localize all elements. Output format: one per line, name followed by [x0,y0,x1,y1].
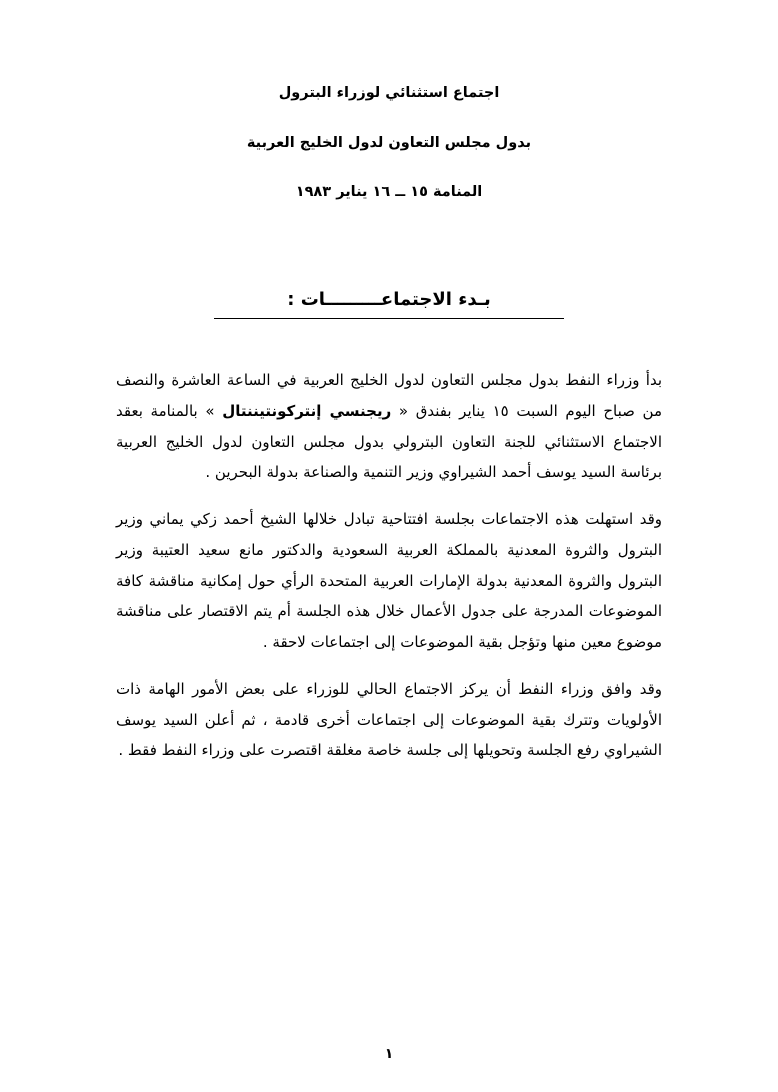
section-heading-text: بـدء الاجتماعـــــــــات : [287,288,491,310]
paragraph-3: وقد وافق وزراء النفط أن يركز الاجتماع الحالي للوزراء على بعض الأمور الهامة ذات الأولويات وتترك بقية الموضوعات إلى اجتماعات أخرى قادمة ، ثم أعلن السيد يوسف الشيراوي رفع الجلسة وتحويلها إلى جلسة خاصة مغلقة اقتصرت على وزراء النفط فقط . [116,679,662,760]
document-header [0,84,778,203]
header-title-line-2: بدول مجلس التعاون لدول الخليج العربية [246,134,532,151]
page-number: ١ [384,1046,394,1062]
header-title-line-1: اجتماع استثنائي لوزراء البترول [278,85,500,101]
section-heading [0,289,778,320]
section-heading-inner [214,289,564,320]
header-date-line: المنامة ١٥ ــ ١٦ يناير ١٩٨٣ [295,184,483,201]
paragraph-1-text-b: » بالمنامة بعقد الاجتماع الاستثنائي للجنة التعاون البترولي بدول مجلس التعاون لدول الخليج العربية برئاسة السيد يوسف أحمد الشيراوي وزير التنمية والصناعة بدولة البحرين . [116,401,662,482]
paragraph-1-emphasis: ريجنسي إنتركونتيننتال [222,401,392,420]
section-heading-underline [214,318,564,320]
paragraph-1-text-a: بدأ وزراء النفط بدول مجلس التعاون لدول الخليج العربية في الساعة العاشرة والنصف من صباح اليوم السبت ١٥ يناير بفندق « [116,371,662,420]
document-body [116,365,662,766]
paragraph-1 [116,365,662,488]
paragraph-2: وقد استهلت هذه الاجتماعات بجلسة افتتاحية تبادل خلالها الشيخ أحمد زكي يماني وزير البترول والثروة المعدنية بالمملكة العربية السعودية والدكتور مانع سعيد العتيبة وزير البترول والثروة المعدنية بدولة الإمارات العربية المتحدة الرأي حول إمكانية مناقشة كافة الموضوعات المدرجة على جدول الأعمال خلال هذه الجلسة أم يتم الاقتصار على مناقشة موضوع معين منها وتؤجل بقية الموضوعات إلى اجتماعات لاحقة . [116,510,662,652]
